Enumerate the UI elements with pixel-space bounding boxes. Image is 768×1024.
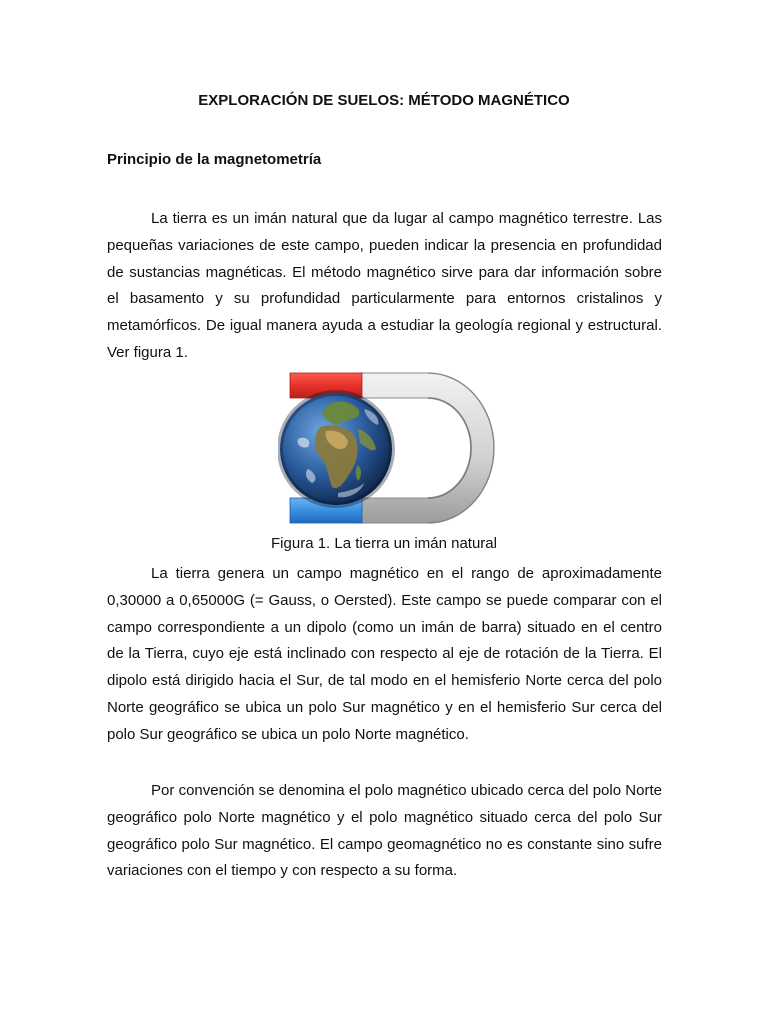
paragraph-magnetic-field: La tierra genera un campo magnético en el rango de aproximadamente 0,30000 a 0,65000G (= Gauss, o Oersted). Este campo se puede comparar con el campo correspondiente a un dipolo (como un imán de barra) situado en el centro de la Tierra, cuyo eje está inclinado con respecto al eje de rotación de la Tierra. El dipolo está dirigido hacia el Sur, de tal modo en el hemisferio Norte cerca del polo Norte geográfico se ubica un polo Sur magnético y en el hemisferio Sur cerca del polo Sur geográfico se ubica un polo Norte magnético. — [107, 565, 662, 743]
figure-earth-magnet — [278, 369, 496, 527]
document-title: EXPLORACIÓN DE SUELOS: MÉTODO MAGNÉTICO — [198, 92, 570, 109]
section-heading: Principio de la magnetometría — [107, 151, 322, 168]
paragraph-convention: Por convención se denomina el polo magnético ubicado cerca del polo Norte geográfico polo Norte magnético y el polo magnético situado cerca del polo Sur geográfico polo Sur magnético. El campo geomagnético no es constante sino sufre variaciones con el tiempo y con respecto a su forma. — [107, 782, 662, 880]
figure-caption: Figura 1. La tierra un imán natural — [271, 535, 497, 552]
paragraph-intro: La tierra es un imán natural que da lugar al campo magnético terrestre. Las pequeñas variaciones de este campo, pueden indicar la presencia en profundidad de sustancias magnéticas. El método magnético sirve para dar información sobre el basamento y su profundidad particularmente para entornos cristalinos y metamórficos. De igual manera ayuda a estudiar la geología regional y estructural. Ver figura 1. — [107, 210, 662, 361]
horseshoe-magnet-earth-illustration — [278, 369, 496, 527]
earth-globe — [280, 393, 392, 505]
